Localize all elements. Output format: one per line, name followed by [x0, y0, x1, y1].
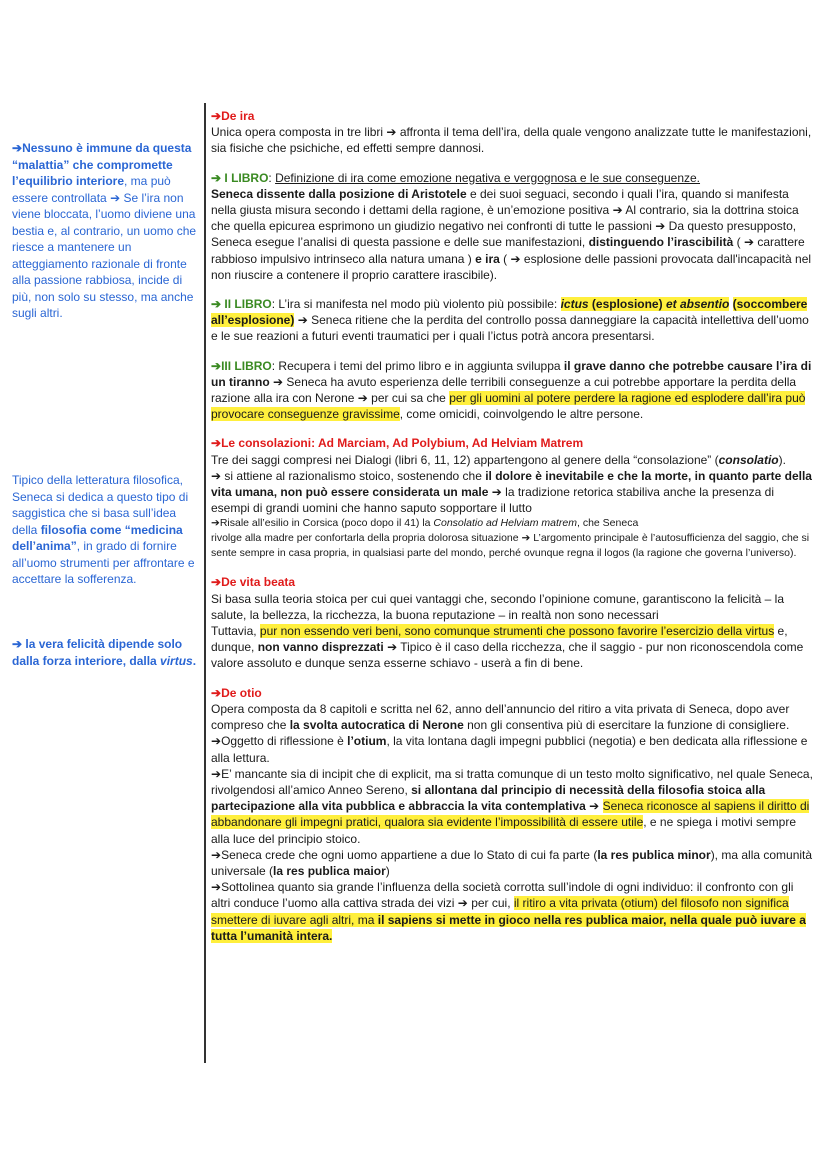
- arrow-icon: ➔: [387, 640, 398, 655]
- arrow-icon: ➔: [273, 374, 284, 389]
- section-libro-1: ➔ I LIBRO: Definizione di ira come emozione negativa e vergognosa e le sue conseguenze. Seneca dissente dalla posizione di Aristotele e dei suoi seguaci, secondo i quali l’ira, quando si manifesta nella giusta misura secondo i dettami della ragione, è un’emozione positiva ➔ Al contrario, sia la dottrina stoica che quella epicurea esprimono un giudizio negativo nei confronti di tutte le passioni ➔ Da questo presupposto, Seneca esegue l’analisi di questa passione e delle sue manifestazioni, distinguendo l’irascibilità ( ➔ carattere rabbioso impulsivo intrinseco alla natura umana ) e ira ( ➔ esplosione delle passioni provocata dall'incapacità nel non riuscire a contenere il proprio carattere irascibile).: [211, 170, 812, 282]
- arrow-icon: ➔: [211, 436, 222, 451]
- main-content: [211, 108, 814, 957]
- arrow-icon: ➔: [589, 799, 600, 814]
- arrow-icon: ➔: [457, 896, 468, 911]
- arrow-icon: ➔: [110, 190, 121, 205]
- section-title: ➔De otio: [211, 685, 262, 700]
- arrow-icon: ➔: [211, 297, 222, 312]
- margin-note-vita-beata: ➔ la vera felicità dipende solo dalla forza interiore, dalla virtus.: [12, 637, 197, 668]
- section-consolazioni: ➔Le consolazioni: Ad Marciam, Ad Polybium, Ad Helviam Matrem Tre dei saggi compresi nei Dialogi (libri 6, 11, 12) appartengono al genere della “consolazione” (consolatio). ➔ si attiene al razionalismo stoico, sostenendo che il dolore è inevitabile e che la morte, in quanto parte della vita umana, non può essere considerata un male ➔ la tradizione retorica stabiliva anche la presenza di esempi di grandi uomini che hanno saputo sopportare il lutto ➔Risale all’esilio in Corsica (poco dopo il 41) la Consolatio ad Helviam matrem, che Seneca rivolge alla madre per confortarla della propria dolorosa situazione ➔ L’argomento principale è l’autosufficienza del saggio, che si sente sempre in casa propria, in qualsiasi parte del mondo, perché ovunque regna il logos (la ragione che governa l’universo).: [211, 436, 812, 560]
- arrow-icon: ➔: [743, 235, 754, 250]
- section-title: ➔De ira: [211, 109, 255, 123]
- section-de-otio: ➔De otio Opera composta da 8 capitoli e scritta nel 62, anno dell’annuncio del ritiro a vita privata di Seneca, dopo aver compreso che la svolta autocratica di Nerone non gli consentiva più di esercitare la funzione di consigliere. ➔Oggetto di riflessione è l’otium, la vita lontana dagli impegni pubblici (negotia) e ben dedicata alla riflessione e alla lettura. ➔E’ mancante sia di incipit che di explicit, ma si tratta comunque di un testo molto significativo, nel quale Seneca, rivolgendosi all’amico Anneo Sereno, si allontana dal principio di necessità della filosofia stoica alla partecipazione alla vita pubblica e abbraccia la vita contemplativa ➔ Seneca riconosce al sapiens il diritto di abbandonare gli impegni pratici, qualora sia evidente l’impossibilità di essere utile, e ne spiega i motivi sempre alla luce del principio stoico. ➔Seneca crede che ogni uomo appartiene a due lo Stato di cui fa parte (la res publica minor), ma alla comunità universale (la res publica maior) ➔Sottolinea quanto sia grande l’influenza della società corrotta sull’indole di ogni individuo: il confronto con gli altri conduce l’uomo alla cattiva strada dei vizi ➔ per cui, il ritiro a vita privata (otium) del filosofo non significa smettere di iuvare agli altri, ma il sapiens si mette in gioco nella res publica maior, nella quale può iuvare a tutta l’umanità intera.: [211, 685, 813, 943]
- vertical-divider: [204, 103, 206, 1063]
- section-title: ➔Le consolazioni: Ad Marciam, Ad Polybium, Ad Helviam Matrem: [211, 436, 584, 451]
- arrow-icon: ➔: [655, 219, 666, 234]
- section-vita-beata: ➔De vita beata Si basa sulla teoria stoica per cui quei vantaggi che, secondo l’opinione comune, garantiscono la felicità – la salute, la bellezza, la ricchezza, la buona reputazione – in realtà non sono necessari Tuttavia, pur non essendo veri beni, sono comunque strumenti che possono favorire l’esercizio della virtus e, dunque, non vanno disprezzati ➔ Tipico è il caso della ricchezza, che il saggio - pur non riconoscendola come valore assoluto e dunque senza esserne schiavo - userà a fin di bene.: [211, 575, 804, 671]
- arrow-icon: ➔: [491, 485, 502, 500]
- arrow-icon: ➔: [211, 358, 222, 373]
- arrow-icon: ➔: [12, 637, 23, 651]
- arrow-icon: ➔: [510, 251, 521, 266]
- arrow-icon: ➔: [211, 575, 222, 590]
- arrow-icon: ➔: [357, 391, 368, 406]
- arrow-icon: ➔: [211, 734, 222, 749]
- arrow-icon: ➔: [521, 532, 531, 545]
- section-libro-2: ➔ II LIBRO: L’ira si manifesta nel modo più violento più possibile: ictus (esplosione) et absentio (soccombere all’esplosione) ➔ Seneca ritiene che la perdita del controllo possa danneggiare la capacità intellettiva dell’uomo e le sue reazioni a futuri eventi traumatici per i quali l’ictus potrà ancora presentarsi.: [211, 297, 809, 344]
- arrow-icon: ➔: [211, 685, 222, 700]
- arrow-icon: ➔: [211, 170, 222, 185]
- arrow-icon: ➔: [211, 847, 222, 862]
- section-de-ira: ➔De ira Unica opera composta in tre libri ➔ affronta il tema dell’ira, della quale vengono analizzate tutte le manifestazioni, sia fisiche che psichiche, ed effetti sempre dannosi.: [211, 109, 812, 156]
- arrow-icon: ➔: [211, 517, 220, 530]
- arrow-icon: ➔: [211, 880, 222, 895]
- margin-note-consolazioni: Tipico della letteratura filosofica, Seneca si dedica a questo tipo di saggistica che si basa sull’idea della filosofia come “medicina dell’anima”, in grado di fornire all’uomo strumenti per affrontare e accettare la sofferenza.: [12, 473, 195, 586]
- arrow-icon: ➔: [12, 141, 23, 155]
- arrow-icon: ➔: [612, 203, 623, 218]
- arrow-icon: ➔: [211, 109, 222, 123]
- arrow-icon: ➔: [297, 313, 308, 328]
- margin-note-ira: ➔Nessuno è immune da questa “malattia” che compromette l’equilibrio interiore, ma può essere controllata ➔ Se l’ira non viene bloccata, l’uomo diviene una bestia e, al contrario, un uomo che riesce a mantenere un atteggiamento razionale di fronte alla passione rabbiosa, incide di più, non solo su stesso, ma anche sugli altri.: [12, 141, 197, 320]
- arrow-icon: ➔: [386, 125, 397, 140]
- arrow-icon: ➔: [211, 766, 222, 781]
- section-title: ➔De vita beata: [211, 575, 296, 590]
- section-libro-3: ➔III LIBRO: Recupera i temi del primo libro e in aggiunta sviluppa il grave danno che potrebbe causare l’ira di un tiranno ➔ Seneca ha avuto esperienza delle terribili conseguenze a cui potrebbe apportare la perdita della razione alla ira con Nerone ➔ per cui sa che per gli uomini al potere perdere la ragione ed esplodere dall’ira può provocare conseguenze gravissime, come omicidi, coinvolgendo le altre persone.: [211, 358, 812, 422]
- arrow-icon: ➔: [211, 468, 222, 483]
